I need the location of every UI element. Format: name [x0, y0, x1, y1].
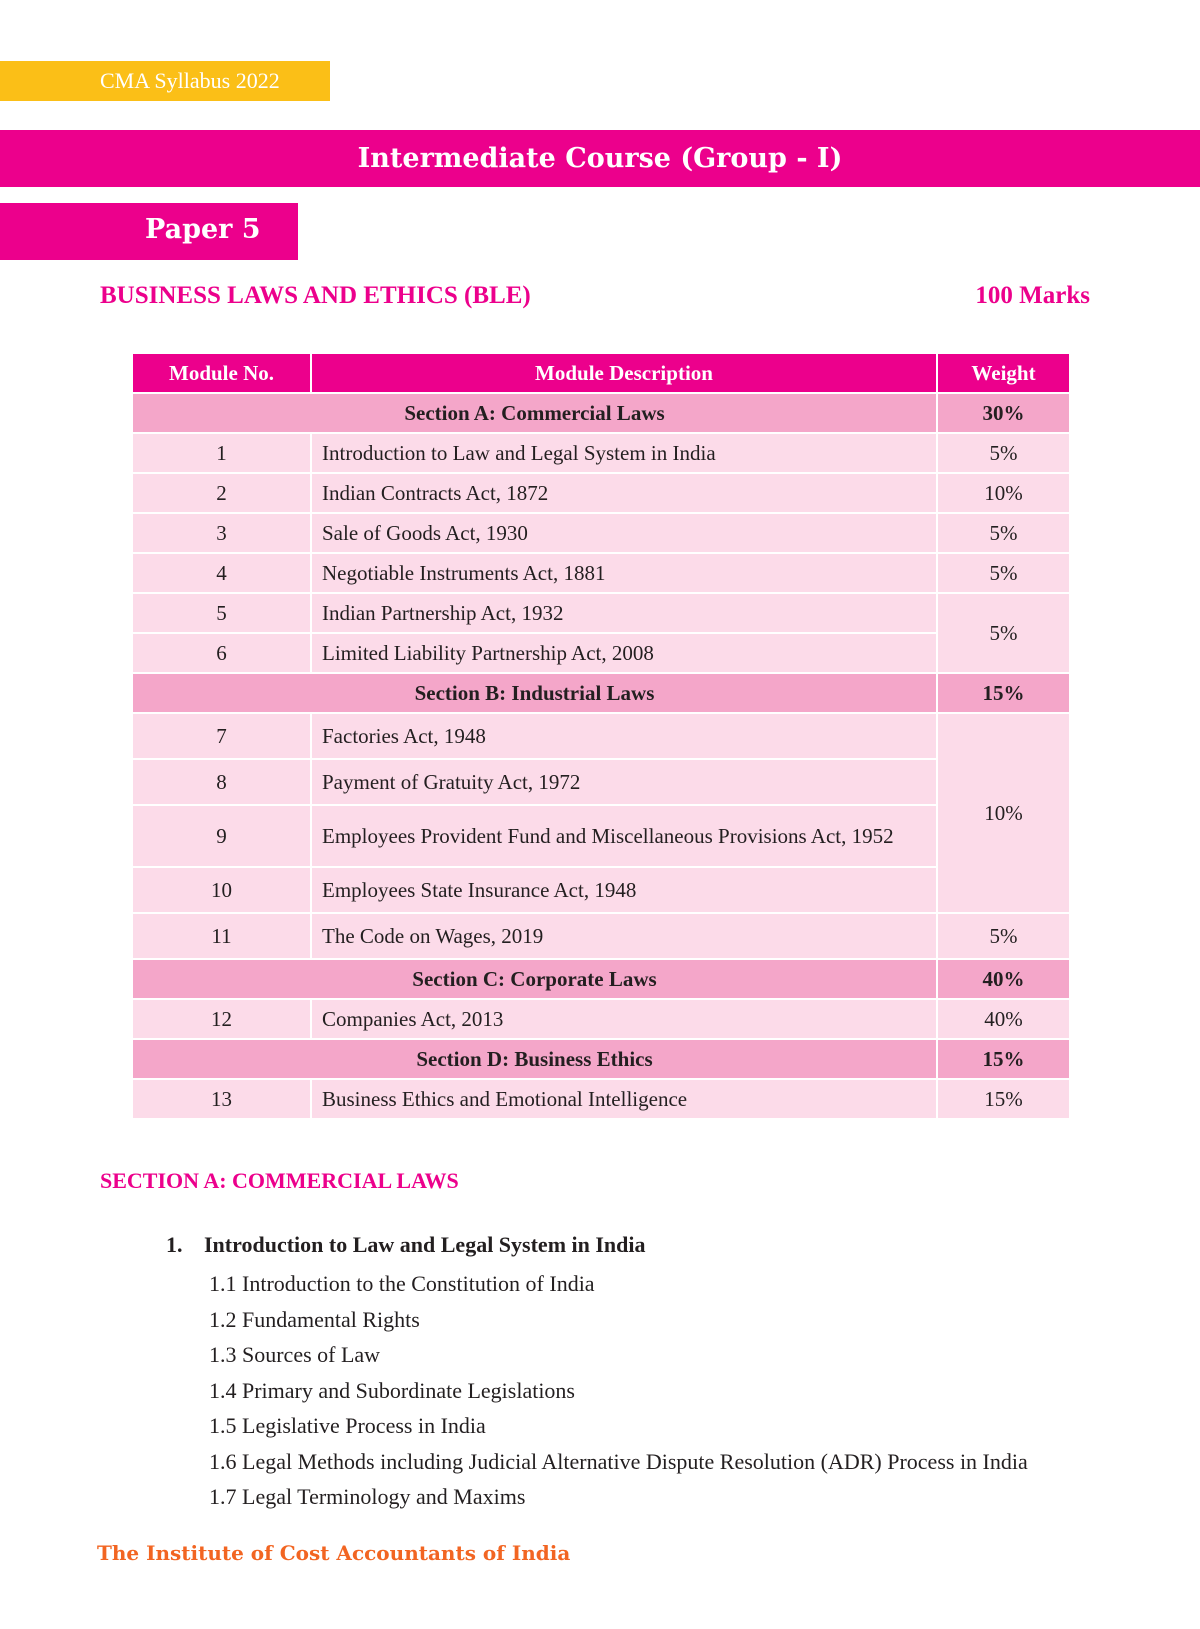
table-row — [132, 867, 1070, 913]
section-weight: 15% — [937, 1039, 1070, 1079]
table-row — [132, 1079, 1070, 1119]
table-row — [132, 805, 1070, 867]
module-description: Companies Act, 2013 — [311, 999, 937, 1039]
module-description: Business Ethics and Emotional Intelligence — [311, 1079, 937, 1119]
module-weight: 40% — [937, 999, 1070, 1039]
list-item: 1.3 Sources of Law — [209, 1342, 381, 1367]
module-description: Employees State Insurance Act, 1948 — [311, 867, 937, 913]
header-weight: Weight — [937, 353, 1070, 393]
section-row — [132, 1039, 1070, 1079]
list-item: 1.5 Legislative Process in India — [209, 1413, 486, 1438]
list-item: 1.7 Legal Terminology and Maxims — [209, 1484, 526, 1509]
module-number: 4 — [132, 553, 311, 593]
table-row — [132, 913, 1070, 959]
module-description: Factories Act, 1948 — [311, 713, 937, 759]
module-description: Payment of Gratuity Act, 1972 — [311, 759, 937, 805]
section-weight: 30% — [937, 393, 1070, 433]
module-weight: 5% — [937, 553, 1070, 593]
list-item: 1.1 Introduction to the Constitution of India — [209, 1271, 595, 1296]
module-weight: 10% — [937, 713, 1070, 913]
module-description: Employees Provident Fund and Miscellaneous Provisions Act, 1952 — [311, 805, 937, 867]
table-row — [132, 433, 1070, 473]
subject-marks: 100 Marks — [975, 282, 1090, 309]
module-number: 8 — [132, 759, 311, 805]
module-number: 13 — [132, 1079, 311, 1119]
course-banner: Intermediate Course (Group - I) — [0, 130, 1200, 187]
module-number: 3 — [132, 513, 311, 553]
module-number: 10 — [132, 867, 311, 913]
section-title: Section D: Business Ethics — [132, 1039, 937, 1079]
module-weight: 10% — [937, 473, 1070, 513]
module-number: 1 — [132, 433, 311, 473]
module-number: 11 — [132, 913, 311, 959]
topic-title: Introduction to Law and Legal System in India — [204, 1232, 646, 1257]
module-number: 9 — [132, 805, 311, 867]
table-row — [132, 553, 1070, 593]
module-description: Indian Partnership Act, 1932 — [311, 593, 937, 633]
module-number: 12 — [132, 999, 311, 1039]
syllabus-tag: CMA Syllabus 2022 — [0, 61, 330, 101]
module-weight: 5% — [937, 593, 1070, 673]
module-description: Negotiable Instruments Act, 1881 — [311, 553, 937, 593]
module-weight: 5% — [937, 513, 1070, 553]
list-item: 1.4 Primary and Subordinate Legislations — [209, 1377, 575, 1403]
module-description: Sale of Goods Act, 1930 — [311, 513, 937, 553]
table-row — [132, 999, 1070, 1039]
section-weight: 40% — [937, 959, 1070, 999]
module-weight: 5% — [937, 913, 1070, 959]
section-row — [132, 959, 1070, 999]
paper-tab: Paper 5 — [0, 203, 298, 260]
module-number: 5 — [132, 593, 311, 633]
section-weight: 15% — [937, 673, 1070, 713]
list-item: 1.2 Fundamental Rights — [209, 1306, 420, 1332]
header-module-description: Module Description — [311, 353, 937, 393]
module-number: 6 — [132, 633, 311, 673]
module-weight: 5% — [937, 433, 1070, 473]
table-header-row — [132, 353, 1070, 393]
table-row — [132, 633, 1070, 673]
table-row — [132, 713, 1070, 759]
header-module-no: Module No. — [132, 353, 311, 393]
section-title: Section C: Corporate Laws — [132, 959, 937, 999]
section-row — [132, 673, 1070, 713]
section-title: Section A: Commercial Laws — [132, 393, 937, 433]
footer-institute-name: The Institute of Cost Accountants of India — [97, 1541, 571, 1565]
table-row — [132, 473, 1070, 513]
table-row — [132, 513, 1070, 553]
module-table — [131, 352, 1071, 1120]
module-description: Limited Liability Partnership Act, 2008 — [311, 633, 937, 673]
subject-title: BUSINESS LAWS AND ETHICS (BLE) — [100, 282, 531, 309]
module-number: 2 — [132, 473, 311, 513]
module-description: The Code on Wages, 2019 — [311, 913, 937, 959]
module-number: 7 — [132, 713, 311, 759]
module-description: Indian Contracts Act, 1872 — [311, 473, 937, 513]
topic-heading — [166, 1232, 646, 1258]
module-weight: 15% — [937, 1079, 1070, 1119]
section-title: Section B: Industrial Laws — [132, 673, 937, 713]
section-row — [132, 393, 1070, 433]
topic-number: 1. — [166, 1232, 183, 1257]
section-a-heading: SECTION A: COMMERCIAL LAWS — [100, 1168, 459, 1193]
subtopic-list — [209, 1266, 1028, 1515]
list-item: 1.6 Legal Methods including Judicial Alternative Dispute Resolution (ADR) Process in India — [209, 1448, 1028, 1474]
table-row — [132, 593, 1070, 633]
table-row — [132, 759, 1070, 805]
module-description: Introduction to Law and Legal System in India — [311, 433, 937, 473]
